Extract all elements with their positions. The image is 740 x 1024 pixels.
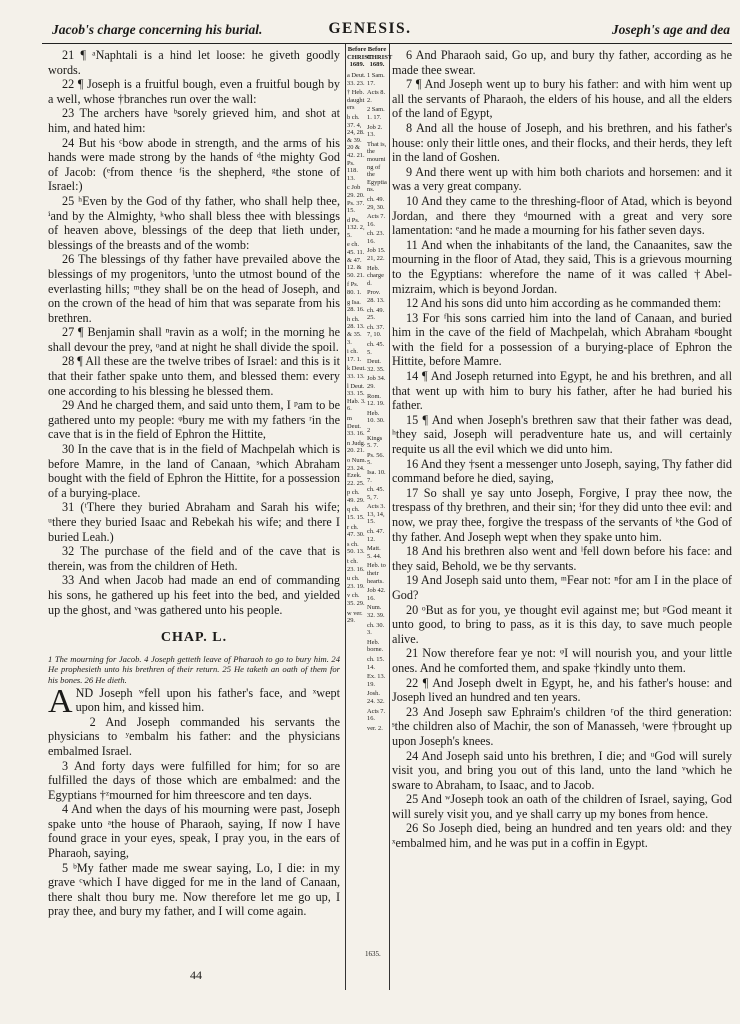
left-text-column — [48, 48, 340, 958]
page-number: 44 — [190, 968, 202, 982]
chapter-first-verse — [48, 682, 340, 720]
center-reference-column — [347, 46, 393, 976]
cross-reference: Ex. 13. 19. — [367, 673, 386, 688]
verse: 11 And when the inhabitants of the land, the Canaanites, saw the mourning in the floor of Atad, they said, This is a grievous mourning to the Egyptians: wherefore the name of it was called †Abel-mizraim, which is beyond Jordan. — [392, 237, 732, 296]
cross-reference: m Deut. 33. 16. — [347, 414, 365, 438]
cross-reference: h ch. 28. 13. & 35. 3. — [347, 315, 365, 346]
cross-reference: o Num. 23. 24. Ezek. 22. 25. — [347, 456, 367, 487]
verse: 32 The purchase of the field and of the cave that is therein, was from the children of Heth. — [48, 544, 340, 573]
cross-reference: Acts 7. 16. — [367, 707, 386, 723]
column-divider-left — [345, 44, 346, 990]
column-divider-right — [389, 44, 390, 990]
cross-reference: c Job 29. 20. Ps. 37. 15. — [347, 184, 365, 215]
cross-reference: q ch. 15. 15. — [347, 506, 365, 522]
cross-reference: f Ps. 80. 1. — [347, 281, 362, 297]
right-text-column — [392, 48, 732, 993]
verse: 21 ¶ ᵃNaphtali is a hind let loose: he giveth goodly words. — [48, 48, 340, 77]
cross-reference: ver. 2. — [367, 724, 383, 732]
cross-reference: ch. 49. 29, 30. — [367, 195, 385, 211]
cross-reference: 1 Sam. 17. — [367, 72, 385, 87]
cross-reference: t ch. 23. 16. — [347, 558, 365, 573]
cross-reference: Num. 32. 39. — [367, 604, 385, 619]
cross-reference: Isa. 10. 7. — [367, 468, 386, 484]
cross-reference: Job 42. 16. — [367, 587, 386, 602]
verse: 26 So Joseph died, being an hundred and ten years old: and they ˣembalmed him, and he was put in a coffin in Egypt. — [392, 821, 732, 851]
cross-reference: Heb. borne. — [367, 638, 384, 654]
verse: 10 And they came to the threshing-floor of Atad, which is beyond Jordan, and there they ᵈmourned with a great and very sore lamentation: ᵉand he made a mourning for his father seven days. — [392, 193, 732, 238]
cross-reference: i ch. 17. 1. — [347, 348, 362, 363]
verse: 25 And ʷJoseph took an oath of the children of Israel, saying, God will surely visit you, and ye shall carry up my bones from hence. — [392, 792, 732, 821]
verse: 17 So shall ye say unto Joseph, Forgive, I pray thee now, the trespass of thy brethren, and their sin; ⁱfor they did unto thee evil: and now, we pray thee, forgive the trespass of the servants of ᵏthe God of thy father. And Joseph wept when they spake unto him. — [392, 485, 732, 544]
verse: 4 And when the days of his mourning were past, Joseph spake unto ᵃthe house of Pharaoh, saying, If now I have found grace in your eyes, speak, I pray you, in the ears of Pharaoh, saying, — [48, 802, 340, 861]
cross-reference: Heb. charged. — [367, 264, 384, 287]
verse: 30 In the cave that is in the field of Machpelah which is before Mamre, in the land of Canaan, ˢwhich Abraham bought with the field of Ephron the Hittite, for a possession of a burying-place. — [48, 442, 340, 500]
cross-reference: w ver. 29. — [347, 609, 363, 625]
cross-reference: Josh. 24. 32. — [367, 690, 385, 705]
cross-reference: Job 15. 21, 22. — [367, 247, 386, 263]
cross-reference: Acts 3. 13, 14, 15. — [367, 503, 386, 526]
verse: 6 And Pharaoh said, Go up, and bury thy father, according as he made thee swear. — [392, 48, 732, 77]
cross-reference: ch. 45. 5, 7. — [367, 486, 385, 501]
cross-reference: Matt. 5. 44. — [367, 545, 382, 560]
cross-reference: e ch. 45. 11. & 47. 12. & 50. 21. — [347, 241, 365, 279]
verse: 22 ¶ And Joseph dwelt in Egypt, he, and his father's house: and Joseph lived an hundred and ten years. — [392, 675, 732, 705]
cross-reference: Heb. 10. 30. — [367, 409, 385, 425]
verse: 31 (ᵗThere they buried Abraham and Sarah his wife; ᵘthere they buried Isaac and Rebekah his wife; and there I buried Leah.) — [48, 500, 340, 544]
cross-reference: v ch. 35. 29. — [347, 592, 365, 607]
cross-reference: That is, the mourning of the Egyptians. — [367, 140, 387, 194]
verse: 13 For ᶠhis sons carried him into the land of Canaan, and buried him in the cave of the field of Machpelah, which Abraham ᵍbought with the field for a possession of a burying-place of Ephron the Hittite, before Mamre. — [392, 310, 732, 369]
verse: 16 And they †sent a messenger unto Joseph, saying, Thy father did command before he died, saying, — [392, 456, 732, 486]
verse: 22 ¶ Joseph is a fruitful bough, even a fruitful bough by a well, whose †branches run over the wall: — [48, 77, 340, 106]
cross-reference: Heb. to their hearts. — [367, 562, 386, 585]
verse: 19 And Joseph said unto them, ᵐFear not: ⁿfor am I in the place of God? — [392, 573, 732, 602]
cross-reference: † Heb. daughters — [347, 89, 365, 112]
center-heading-right: Before CHRIST 1689. — [367, 46, 393, 69]
running-head-right: Joseph's age and dea — [611, 22, 730, 37]
center-heading-left: Before CHRIST 1689. — [347, 46, 373, 69]
cross-reference: ch. 47. 12. — [367, 528, 385, 543]
cross-reference: u ch. 23. 19. — [347, 575, 365, 590]
cross-reference: Job 2. 13. — [367, 123, 383, 139]
chapter-heading: CHAP. L. — [160, 630, 228, 646]
cross-reference: r ch. 47. 30. — [347, 523, 365, 539]
verse: 23 The archers have ᵇsorely grieved him, and shot at him, and hated him: — [48, 106, 340, 135]
verse: 33 And when Jacob had made an end of commanding his sons, he gathered up his feet into the bed, and yielded up the ghost, and ᵛwas gathered unto his people. — [48, 573, 340, 617]
cross-reference: 2 Kings 5. 7. — [367, 426, 383, 450]
verse: 24 But his ᶜbow abode in strength, and the arms of his hands were made strong by the hands of ᵈthe mighty God of Jacob: (ᵉfrom thence ᶠis the shepherd, ᵍthe stone of Israel:) — [48, 135, 340, 194]
center-year-bottom: 1635. — [365, 950, 381, 958]
cross-reference: Acts 7. 16. — [367, 213, 386, 228]
verse: 26 The blessings of thy father have prevailed above the blessings of my progenitors, ˡunto the utmost bound of the everlasting hills; ᵐthey shall be on the head of Joseph, and on the crown of the head of him that was separate from his brethren. — [48, 252, 340, 325]
verse: 12 And his sons did unto him according as he commanded them: — [406, 296, 722, 311]
cross-reference: ch. 23. 16. — [367, 230, 385, 245]
cross-reference: Job 34. 29. — [367, 375, 386, 390]
verse: 27 ¶ Benjamin shall ⁿravin as a wolf; in the morning he shall devour the prey, ᵒand at night he shall divide the spoil. — [48, 325, 340, 354]
verse: 21 Now therefore fear ye not: ᵠI will nourish you, and your little ones. And he comforted them, and spake †kindly unto them. — [392, 646, 732, 675]
first-verse-text: ND Joseph ʷfell upon his father's face, and ˣwept upon him, and kissed him. — [75, 685, 340, 715]
header-rule — [42, 43, 732, 44]
cross-reference: b ch. 37. 4, 24, 28. & 39. 20 & 42. 21. Ps. 118. 13. — [347, 113, 365, 182]
cross-reference: s ch. 50. 13. — [347, 540, 365, 556]
cross-reference: 2 Sam. 1. 17. — [367, 106, 385, 121]
cross-reference: a Deut. 33. 23. — [347, 72, 366, 87]
verse: 29 And he charged them, and said unto them, I ᵖam to be gathered unto my people: ᵠbury me with my fathers ʳin the cave that is in the field of Ephron the Hittite, — [48, 398, 340, 442]
verse: 24 And Joseph said unto his brethren, I die; and ᵘGod will surely visit you, and bring you out of this land, unto the land ᵛwhich he sware to Abraham, to Isaac, and to Jacob. — [392, 748, 732, 792]
verse: 20 ᵒBut as for you, ye thought evil against me; but ᵖGod meant it unto good, to bring to pass, as it is this day, to save much people alive. — [392, 602, 732, 646]
cross-reference: d Ps. 132. 2, 5. — [347, 216, 365, 239]
book-title: GENESIS. — [328, 20, 412, 37]
verse: 25 ʰEven by the God of thy father, who shall help thee, ⁱand by the Almighty, ᵏwho shall bless thee with blessings of heaven above, blessings of the deep that lieth under, blessings of the breasts and of the womb: — [48, 193, 340, 252]
chapter-summary: 1 The mourning for Jacob. 4 Joseph getteth leave of Pharaoh to go to bury him. 24 He prophesieth unto his brethren of their return. 25 He taketh an oath of them for his bones. 26 He dieth. — [48, 653, 340, 685]
cross-reference: p ch. 49. 29. — [347, 489, 365, 504]
verse: 3 And forty days were fulfilled for him; for so are fulfilled the days of those which are embalmed: and the Egyptians †ᶻmourned for him threescore and ten days. — [48, 758, 340, 802]
center-refs-left — [347, 72, 367, 627]
cross-reference: g Isa. 28. 16. — [347, 298, 365, 314]
cross-reference: Deut. 32. 35. — [367, 358, 385, 373]
verse: 14 ¶ And Joseph returned into Egypt, he and his brethren, and all that went up with him to bury his father, after he had buried his father. — [392, 369, 732, 413]
cross-reference: Rom. 12. 19. — [367, 392, 385, 408]
drop-cap: A — [48, 682, 73, 720]
cross-reference: Acts 8. 2. — [367, 89, 386, 104]
cross-reference: l Deut. 33. 15. Hab. 3. 6. — [347, 382, 366, 413]
verse: 7 ¶ And Joseph went up to bury his father: and with him went up all the servants of Pharaoh, the elders of his house, and all the elders of the land of Egypt, — [392, 77, 732, 121]
cross-reference: ch. 45. 5. — [367, 341, 385, 356]
verse: 15 ¶ And when Joseph's brethren saw that their father was dead, ʰthey said, Joseph will peradventure hate us, and will certainly requite us all the evil which we did unto him. — [392, 412, 732, 457]
running-head-left: Jacob's charge concerning his burial. — [52, 22, 263, 37]
cross-reference: Ps. 56. 5. — [367, 451, 385, 467]
cross-reference: k Deut. 33. 13. — [347, 365, 366, 380]
cross-reference: ch. 49. 25. — [367, 306, 385, 322]
cross-reference: ch. 30. 3. — [367, 621, 385, 637]
verse: 9 And there went up with him both chariots and horsemen: and it was a very great company. — [392, 164, 732, 194]
cross-reference: Prov. 28. 13. — [367, 289, 385, 305]
cross-reference: n Judg. 20. 21. — [347, 439, 366, 455]
cross-reference: ch. 15. 14. — [367, 655, 385, 671]
verse: 5 ᵇMy father made me swear saying, Lo, I die: in my grave ᶜwhich I have digged for me in the land of Canaan, there shalt thou bury me. Now therefore let me go up, I pray thee, and bury my father, and I will come again. — [48, 860, 340, 919]
verse: 23 And Joseph saw Ephraim's children ʳof the third generation: ˢthe children also of Machir, the son of Manasseh, ᵗwere †brought up upon Joseph's knees. — [392, 704, 732, 748]
verse: 2 And Joseph commanded his servants the physicians to ʸembalm his father: and the physicians embalmed Israel. — [48, 714, 340, 758]
cross-reference: ch. 37. 7, 10. — [367, 323, 385, 339]
verse: 8 And all the house of Joseph, and his brethren, and his father's house: only their little ones, and their flocks, and their herds, they left in the land of Goshen. — [392, 120, 732, 165]
verse: 18 And his brethren also went and ˡfell down before his face: and they said, Behold, we be thy servants. — [392, 544, 732, 573]
center-refs-right — [367, 72, 387, 734]
verse: 28 ¶ All these are the twelve tribes of Israel: and this is it that their father spake unto them, and blessed them: every one according to his blessing he blessed them. — [48, 354, 340, 398]
